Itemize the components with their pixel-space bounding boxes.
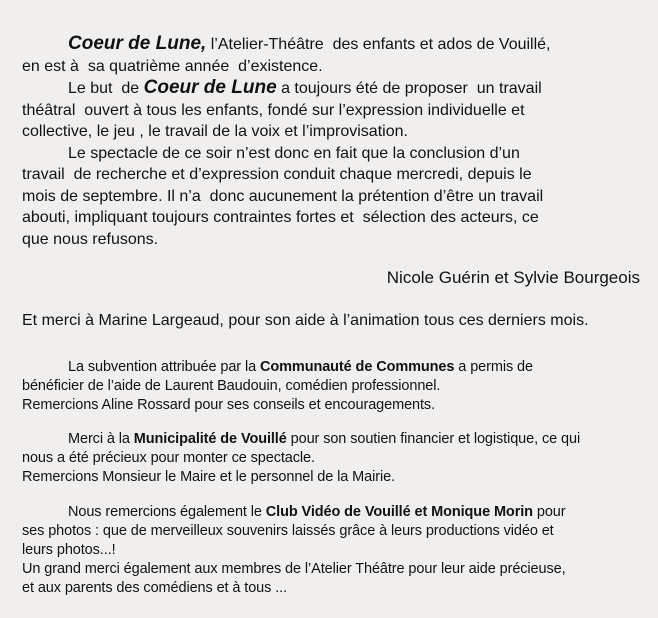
text-run: a toujours été de proposer un travail	[276, 80, 542, 97]
text-run: pour	[532, 504, 566, 520]
text-line	[22, 33, 640, 56]
title-coeur-de-lune: Coeur de Lune	[143, 77, 277, 98]
text-line: Un grand merci également aux membres de l’Atelier Théâtre pour leur aide précieuse,	[22, 561, 566, 577]
text-run: Merci à la	[68, 431, 134, 447]
text-line: Remercions Monsieur le Maire et le personnel de la Mairie.	[22, 469, 395, 485]
text-line	[22, 503, 640, 522]
text-line: théâtral ouvert à tous les enfants, fondé sur l’expression individuelle et	[22, 101, 525, 119]
subvention-paragraph	[22, 358, 640, 415]
text-line	[22, 358, 640, 377]
text-line: leurs photos...!	[22, 542, 116, 558]
text-run: La subvention attribuée par la	[68, 359, 260, 375]
text-line: travail de recherche et d’expression conduit chaque mercredi, depuis le	[22, 166, 532, 183]
text-line: nous a été précieux pour monter ce spectacle.	[22, 450, 315, 466]
municipalite-paragraph	[22, 430, 640, 487]
signature-line: Nicole Guérin et Sylvie Bourgeois	[386, 268, 640, 287]
text-run: Nous remercions également le	[68, 504, 266, 520]
title-coeur-de-lune: Coeur de Lune,	[68, 33, 207, 54]
text-line: que nous refusons.	[22, 230, 159, 248]
text-line: collective, le jeu , le travail de la voix et l’improvisation.	[22, 123, 408, 140]
club-video-paragraph	[22, 503, 640, 598]
text-line: et aux parents des comédiens et à tous ...	[22, 580, 288, 596]
text-line: abouti, impliquant toujours contraintes fortes et sélection des acteurs, ce	[22, 209, 539, 226]
text-line: mois de septembre. Il n’a donc aucunement la prétention d’être un travail	[22, 187, 544, 205]
text-line	[22, 77, 640, 100]
org-communaute-de-communes: Communauté de Communes	[259, 359, 455, 375]
text-line: bénéficier de l’aide de Laurent Baudouin, comédien professionnel.	[22, 378, 441, 394]
text-run: Le but de	[68, 80, 144, 97]
text-run: pour son soutien financier et logistique, ce qui	[286, 431, 581, 447]
text-run: l’Atelier-Théâtre des enfants et ados de Vouillé,	[206, 36, 551, 53]
intro-section	[22, 33, 640, 250]
text-line: ses photos : que de merveilleux souvenirs laissés grâce à leurs productions vidéo et	[22, 523, 554, 539]
text-run: a permis de	[454, 359, 533, 375]
text-line: en est à sa quatrième année d’existence.	[22, 57, 323, 75]
text-line: Remercions Aline Rossard pour ses conseils et encouragements.	[22, 397, 435, 413]
text-line	[22, 430, 640, 449]
text-line: Le spectacle de ce soir n’est donc en fait que la conclusion d’un	[68, 144, 520, 162]
thanks-marine-line: Et merci à Marine Largeaud, pour son aide à l’animation tous ces derniers mois.	[22, 311, 589, 329]
org-municipalite-de-vouille: Municipalité de Vouillé	[133, 431, 287, 447]
org-club-video: Club Vidéo de Vouillé et Monique Morin	[265, 504, 533, 520]
